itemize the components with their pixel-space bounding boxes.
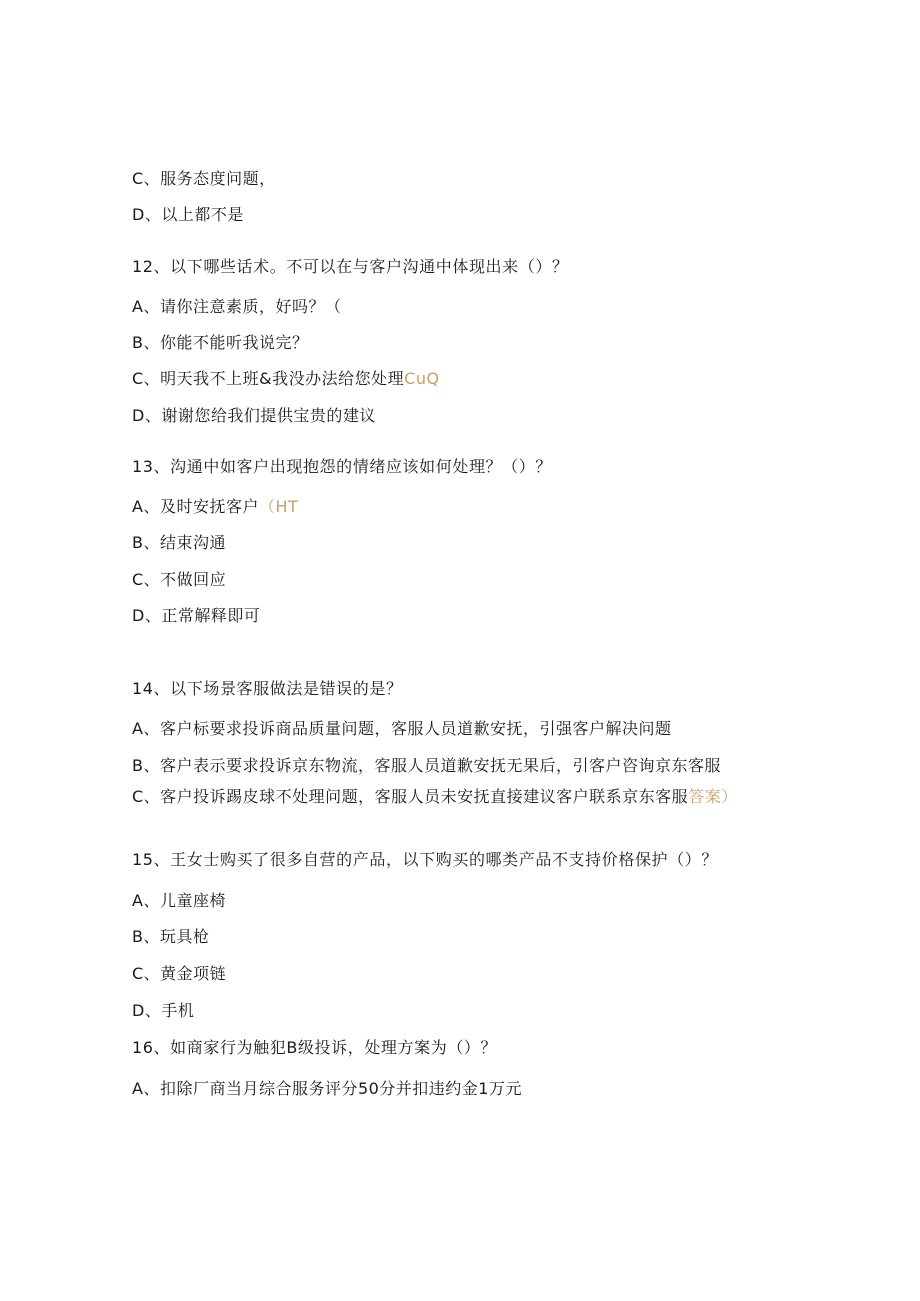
option-14-b: B、客户表示要求投诉京东物流，客服人员道歉安抚无果后，引客户咨询京东客服	[132, 756, 721, 775]
option-14-c: C、客户投诉踢皮球不处理问题，客服人员未安抚直接建议客户联系京东客服答案）	[132, 787, 738, 806]
option-12-d: D、谢谢您给我们提供宝贵的建议	[132, 406, 376, 425]
question-12-title: 12、以下哪些话术。不可以在与客户沟通中体现出来（）？	[132, 257, 569, 276]
option-12-c: C、明天我不上班&我没办法给您处理CuQ	[132, 369, 440, 388]
option-15-d: D、手机	[132, 1001, 195, 1020]
option-12-a: A、请你注意素质，好吗？（	[132, 297, 342, 316]
option-13-b: B、结束沟通	[132, 533, 226, 552]
question-16-title: 16、如商家行为触犯B级投诉，处理方案为（）？	[132, 1038, 498, 1057]
option-16-a: A、扣除厂商当月综合服务评分50分并扣违约金1万元	[132, 1079, 522, 1098]
option-11-c: C、服务态度问题，	[132, 169, 276, 188]
option-15-c: C、黄金项链	[132, 964, 227, 983]
option-13-d: D、正常解释即可	[132, 606, 261, 625]
answer-mark: CuQ	[404, 369, 440, 388]
answer-mark: 答案）	[688, 787, 738, 806]
option-13-c: C、不做回应	[132, 570, 227, 589]
option-13-a: A、及时安抚客户（HT	[132, 497, 299, 516]
question-14-title: 14、以下场景客服做法是错误的是？	[132, 679, 403, 698]
option-14-a: A、客户标要求投诉商品质量问题，客服人员道歉安抚，引强客户解决问题	[132, 719, 672, 738]
option-11-d: D、以上都不是	[132, 205, 244, 224]
option-15-b: B、玩具枪	[132, 927, 210, 946]
option-12-b: B、你能不能听我说完？	[132, 333, 309, 352]
question-13-title: 13、沟通中如客户出现抱怨的情绪应该如何处理？（）？	[132, 457, 552, 476]
answer-mark: （HT	[258, 497, 299, 516]
question-15-title: 15、王女士购买了很多自营的产品，以下购买的哪类产品不支持价格保护（）？	[132, 850, 718, 869]
option-15-a: A、儿童座椅	[132, 891, 226, 910]
